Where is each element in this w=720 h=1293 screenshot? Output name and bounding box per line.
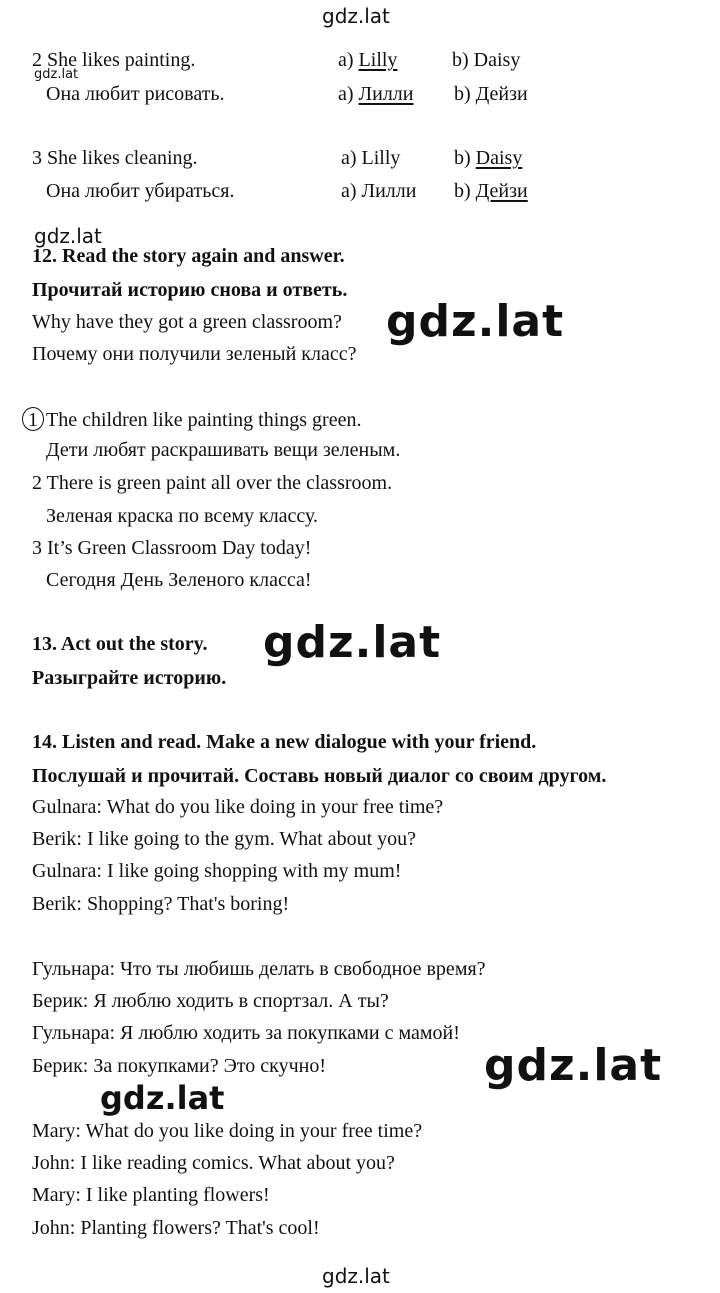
choice-option-a: a) Lilly xyxy=(341,147,401,169)
watermark-top: gdz.lat xyxy=(322,4,390,28)
choice-ru: Она любит убираться. xyxy=(46,180,235,202)
exercise-14-title: 14. Listen and read. Make a new dialogue with your friend. xyxy=(32,731,537,753)
answer-2-ru: Зеленая краска по всему классу. xyxy=(46,505,319,527)
dialogue-line-ru: Гульнара: Я люблю ходить за покупками с мамой! xyxy=(32,1022,460,1044)
answer-3: 3 It’s Green Classroom Day today! xyxy=(32,537,312,559)
new-dialogue-line: Mary: I like planting flowers! xyxy=(32,1184,270,1206)
watermark-big: gdz.lat xyxy=(263,617,442,668)
dialogue-line-ru: Берик: За покупками? Это скучно! xyxy=(32,1055,327,1077)
watermark-tiny: gdz.lat xyxy=(34,67,79,82)
choice-en: 3 She likes cleaning. xyxy=(32,147,198,169)
choice-option-a-ru: a) Лилли xyxy=(338,83,414,105)
exercise-12-question-ru: Почему они получили зеленый класс? xyxy=(32,343,357,365)
watermark-big: gdz.lat xyxy=(386,296,565,347)
exercise-12-question: Why have they got a green classroom? xyxy=(32,311,342,333)
choice-option-b-ru: b) Дейзи xyxy=(454,83,528,105)
exercise-12-title-ru: Прочитай историю снова и ответь. xyxy=(32,279,348,301)
choice-option-b: b) Daisy xyxy=(452,49,521,71)
new-dialogue-line: John: I like reading comics. What about you? xyxy=(32,1152,395,1174)
dialogue-line: Gulnara: I like going shopping with my mum! xyxy=(32,860,402,882)
answer-3-ru: Сегодня День Зеленого класса! xyxy=(46,569,312,591)
answer-2: 2 There is green paint all over the classroom. xyxy=(32,472,393,494)
exercise-13-title-ru: Разыграйте историю. xyxy=(32,667,227,689)
dialogue-line-ru: Гульнара: Что ты любишь делать в свободное время? xyxy=(32,958,486,980)
choice-option-a: a) Lilly xyxy=(338,49,398,71)
new-dialogue-line: John: Planting flowers? That's cool! xyxy=(32,1217,320,1239)
new-dialogue-line: Mary: What do you like doing in your free time? xyxy=(32,1120,423,1142)
watermark-bottom: gdz.lat xyxy=(322,1264,390,1288)
answer-1-ru: Дети любят раскрашивать вещи зеленым. xyxy=(46,439,401,461)
exercise-13-title: 13. Act out the story. xyxy=(32,633,208,655)
choice-en: 2 She likes painting. xyxy=(32,49,196,71)
dialogue-line-ru: Берик: Я люблю ходить в спортзал. А ты? xyxy=(32,990,389,1012)
dialogue-line: Gulnara: What do you like doing in your free time? xyxy=(32,796,444,818)
choice-option-b-ru: b) Дейзи xyxy=(454,180,528,202)
circled-number: 1 xyxy=(22,407,44,431)
watermark-left: gdz.lat xyxy=(34,224,102,248)
choice-option-a-ru: a) Лилли xyxy=(341,180,417,202)
watermark-big: gdz.lat xyxy=(484,1040,663,1091)
exercise-12-title: 12. Read the story again and answer. xyxy=(32,245,345,267)
exercise-14-title-ru: Послушай и прочитай. Составь новый диалог со своим другом. xyxy=(32,765,607,787)
choice-ru: Она любит рисовать. xyxy=(46,83,225,105)
watermark-mid: gdz.lat xyxy=(100,1079,225,1117)
choice-option-b: b) Daisy xyxy=(454,147,523,169)
dialogue-line: Berik: Shopping? That's boring! xyxy=(32,893,290,915)
answer-1: 1 The children like painting things green. xyxy=(26,407,361,431)
dialogue-line: Berik: I like going to the gym. What about you? xyxy=(32,828,417,850)
